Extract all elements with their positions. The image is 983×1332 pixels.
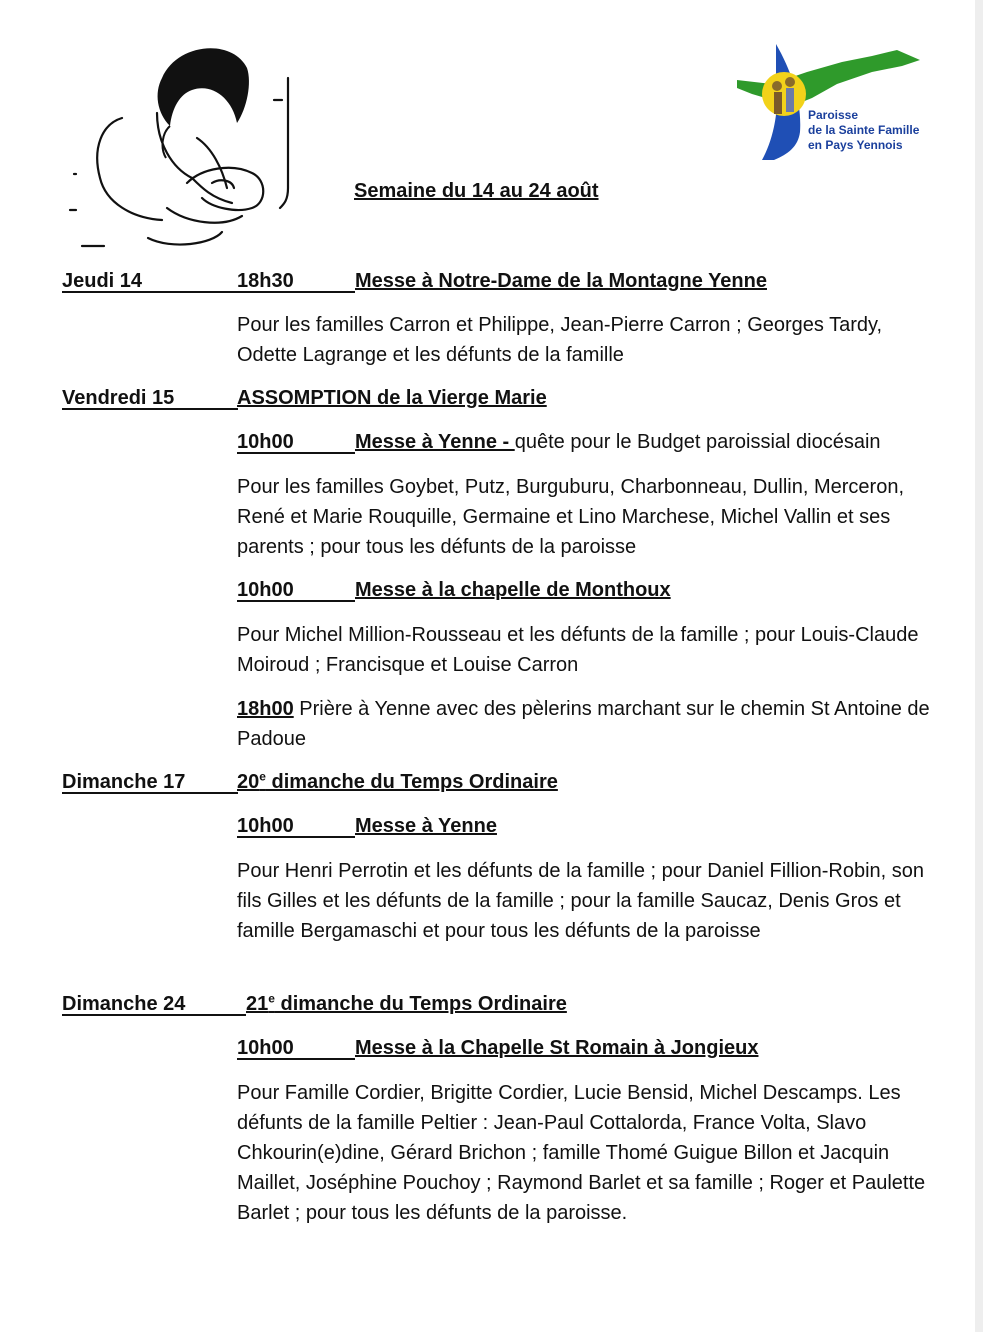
prayer-time: 18h00 — [237, 698, 294, 720]
mass-line — [355, 431, 881, 454]
mass-time: 10h00 — [237, 431, 294, 453]
prayer-entry — [237, 694, 945, 754]
ordinal-suffix: e — [268, 991, 275, 1006]
mother-nursing-baby-icon — [62, 38, 312, 260]
mass-time: 18h30 — [237, 270, 294, 292]
logo-line-3: en Pays Yennois — [808, 138, 903, 152]
logo-line-2: de la Sainte Famille — [808, 123, 920, 137]
mass-title: Messe à la chapelle de Monthoux — [355, 579, 671, 601]
mass-intentions: Pour Famille Cordier, Brigitte Cordier, Lucie Bensid, Michel Descamps. Les défunts de la famille Peltier : Jean-Paul Cottalorda, France Volta, Slavo Chkourin(e)dine, Gérard Brichon ; famille Thomé Guigue Billon et Jacquin Maillet, Joséphine Pouchoy ; Raymond Barlet et sa famille ; Roger et Paulette Barlet ; pour tous les défunts de la paroisse. — [237, 1082, 926, 1224]
sunday-number: 20 — [237, 771, 260, 793]
mass-title: Messe à Notre-Dame de la Montagne Yenne — [355, 270, 767, 292]
day-label: Dimanche 17 — [62, 771, 186, 793]
prayer-text: Prière à Yenne avec des pèlerins marchant sur le chemin St Antoine de Padoue — [237, 698, 930, 750]
week-title: Semaine du 14 au 24 août — [354, 180, 599, 202]
day-label: Dimanche 24 — [62, 993, 186, 1015]
mass-intentions: Pour Michel Million-Rousseau et les défunts de la famille ; pour Louis-Claude Moiroud ; Francisque et Louise Carron — [237, 624, 919, 676]
logo-text — [808, 108, 919, 153]
mass-intentions: Pour Henri Perrotin et les défunts de la famille ; pour Daniel Fillion-Robin, son fils Gilles et les défunts de la famille ; pour la famille Saucaz, Denis Gros et famille Bergamaschi et pour tous les défunts de la paroisse — [237, 860, 925, 942]
mass-title: Messe à Yenne — [355, 815, 497, 837]
mass-title: Messe à la Chapelle St Romain à Jongieux — [355, 1037, 759, 1059]
mass-intentions: Pour les familles Carron et Philippe, Jean-Pierre Carron ; Georges Tardy, Odette Lagrange et les défunts de la famille — [237, 314, 883, 366]
mass-note: quête pour le Budget paroissial diocésain — [514, 431, 881, 453]
mass-title: Messe à Yenne - — [355, 431, 515, 453]
sunday-title — [246, 993, 567, 1016]
day-label: Jeudi 14 — [62, 270, 143, 292]
mass-intentions: Pour les familles Goybet, Putz, Burguburu, Charbonneau, Dullin, Merceron, René et Marie Rouquille, Germaine et Lino Marchese, Michel Vallin et ses parents ; pour tous les défunts de la paroisse — [237, 476, 905, 558]
sunday-name: dimanche du Temps Ordinaire — [265, 771, 558, 793]
mass-time: 10h00 — [237, 1037, 294, 1059]
mass-time: 10h00 — [237, 815, 294, 837]
ordinal-suffix: e — [259, 769, 266, 784]
mass-time: 10h00 — [237, 579, 294, 601]
logo-line-1: Paroisse — [808, 108, 859, 122]
day-label: Vendredi 15 — [62, 387, 175, 409]
sunday-number: 21 — [246, 993, 269, 1015]
feast-title: ASSOMPTION de la Vierge Marie — [237, 387, 547, 409]
page-edge — [975, 0, 983, 1332]
sunday-title — [237, 771, 558, 794]
sunday-name: dimanche du Temps Ordinaire — [274, 993, 567, 1015]
